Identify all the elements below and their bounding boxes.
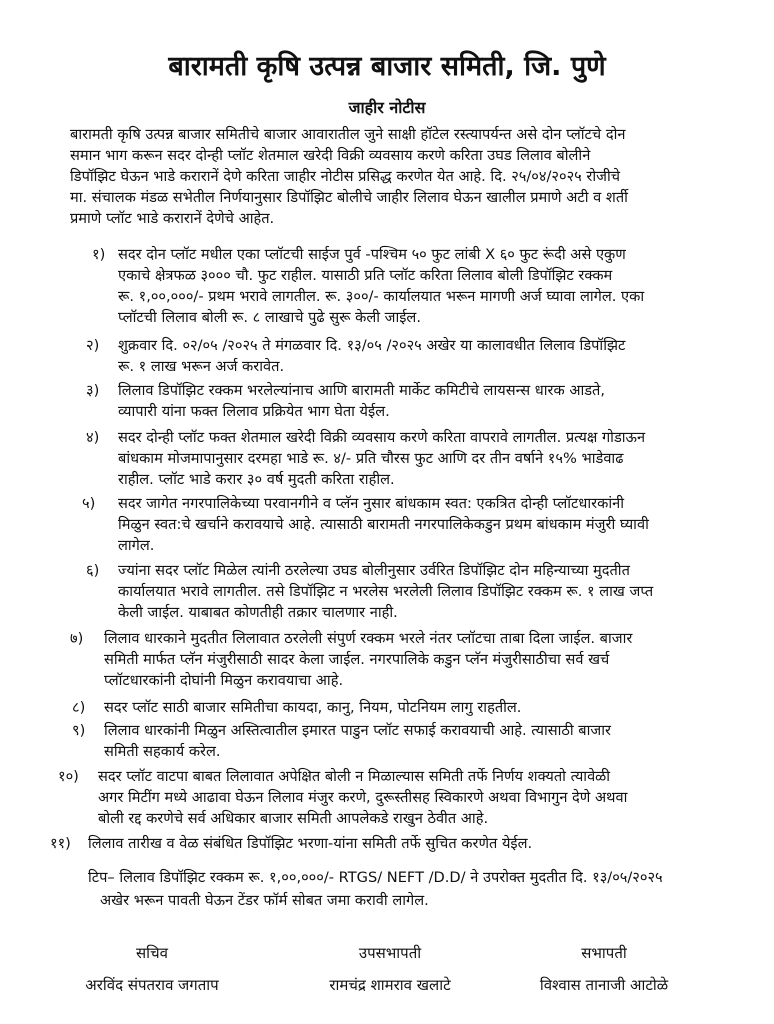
condition-item bbox=[58, 244, 748, 328]
condition-line: सदर जागेत नगरपालिकेच्या परवानगीने व प्लॅन नुसार बांधकाम स्वत: एकत्रित दोन्ही प्लॉटधारकांनी bbox=[118, 495, 625, 512]
condition-line: लागेल. bbox=[118, 537, 155, 554]
condition-item bbox=[58, 493, 748, 556]
condition-item bbox=[58, 697, 748, 718]
condition-line: केली जाईल. याबाबत कोणतीही तक्रार चालणार नाही. bbox=[118, 604, 398, 621]
condition-line: बांधकाम मोजमापानुसार दरमहा भाडे रू. ४/- प्रति चौरस फुट आणि दर तीन वर्षाने १५% भाडेवाढ bbox=[118, 450, 624, 467]
condition-line: व्यापारी यांना फक्त लिलाव प्रक्रियेत भाग घेता येईल. bbox=[118, 403, 390, 420]
condition-item bbox=[58, 380, 748, 422]
condition-item bbox=[58, 335, 748, 377]
signatory-vice-chairman bbox=[290, 937, 490, 1001]
condition-text bbox=[98, 766, 748, 829]
condition-line: कार्यालयात भरावे लागतील. तसे डिपॉझिट न भरलेस भरलेली लिलाव डिपॉझिट रक्कम रू. १ लाख जप्त bbox=[118, 583, 654, 600]
condition-line: समिती मार्फत प्लॅन मंजुरीसाठी सादर केला जाईल. नगरपालिके कडुन प्लॅन मंजुरीसाठीचा सर्व खर्च bbox=[104, 651, 610, 668]
condition-line: रू. १,००,०००/- प्रथम भरावे लागतील. रू. ३००/- कार्यालयात भरून मागणी अर्ज घ्यावा लागेल. एका bbox=[118, 288, 645, 305]
condition-line: लिलाव धारकाने मुदतीत लिलावात ठरलेली संपुर्ण रक्कम भरले नंतर प्लॉटचा ताबा दिला जाईल. बाजार bbox=[104, 630, 633, 647]
condition-text bbox=[118, 493, 748, 556]
condition-line: लिलाव तारीख व वेळ संबंधित डिपॉझिट भरणा-यांना समिती तर्फे सुचित करणेत येईल. bbox=[88, 835, 533, 852]
condition-number: २) bbox=[86, 337, 100, 354]
signatory-designation: उपसभापती bbox=[358, 944, 422, 962]
condition-item bbox=[58, 427, 748, 490]
condition-number: ११) bbox=[50, 835, 71, 852]
condition-number: १) bbox=[92, 246, 106, 263]
signatory-chairman bbox=[504, 937, 704, 1001]
document-title: बारामती कृषि उत्पन्न बाजार समिती, जि. पुणे bbox=[168, 51, 606, 82]
condition-line: एकाचे क्षेत्रफळ ३००० चौ. फुट राहील. यासाठी प्रति प्लॉट करिता लिलाव बोली डिपॉझिट रक्कम bbox=[118, 267, 613, 284]
condition-line: प्लॉटची लिलाव बोली रू. ८ लाखाचे पुढे सुरू केली जाईल. bbox=[118, 309, 421, 326]
intro-line: समान भाग करून सदर दोन्ही प्लॉट शेतमाल खरेदी विक्री व्यवसाय करणे करिता उघड लिलाव बोलीने bbox=[70, 147, 591, 164]
condition-line: मिळुन स्वत:चे खर्चाने करावयाचे आहे. त्यासाठी बारामती नगरपालिकेकडुन प्रथम बांधकाम मंजुरी घ्यावी bbox=[118, 516, 649, 533]
condition-text bbox=[118, 427, 748, 490]
intro-line: डिपॉझिट घेऊन भाडे करारानें देणे करिता जाहीर नोटीस प्रसिद्ध करणेत येत आहे. दि. २५/०४/२०२५ रोजीचे bbox=[70, 168, 621, 185]
signatory-name: विश्वास तानाजी आटोळे bbox=[539, 976, 669, 994]
intro-paragraph bbox=[70, 124, 748, 229]
condition-text bbox=[118, 335, 748, 377]
condition-line: ज्यांना सदर प्लॉट मिळेल त्यांनी ठरलेल्या उघड बोलीनुसार उर्वरित डिपॉझिट दोन महिन्याच्या मुदतीत bbox=[118, 562, 630, 579]
condition-text bbox=[118, 560, 748, 623]
condition-line: लिलाव धारकांनी मिळुन अस्तित्वातील इमारत पाडुन प्लॉट सफाई करावयाची आहे. त्यासाठी बाजार bbox=[104, 722, 611, 739]
document-subtitle: जाहीर नोटीस bbox=[348, 98, 426, 117]
condition-line: सदर दोन्ही प्लॉट फक्त शेतमाल खरेदी विक्री व्यवसाय करणे करिता वापरावे लागतील. प्रत्यक्ष गोडाऊन bbox=[118, 429, 646, 446]
intro-line: मा. संचालक मंडळ सभेतील निर्णयानुसार डिपॉझिट बोलीचे जाहीर लिलाव घेऊन खालील प्रमाणे अटी व शर्ती bbox=[70, 189, 628, 206]
signatory-name: रामचंद्र शामराव खलाटे bbox=[329, 976, 451, 994]
intro-line: प्रमाणे प्लॉट भाडे करारानें देणेचे आहेत. bbox=[70, 210, 275, 227]
condition-line: समिती सहकार्य करेल. bbox=[104, 743, 221, 760]
condition-line: प्लॉटधारकांनी दोघांनी मिळुन करावयाचा आहे. bbox=[104, 672, 344, 689]
condition-number: ८) bbox=[72, 699, 86, 716]
condition-line: रू. १ लाख भरून अर्ज करावेत. bbox=[118, 358, 285, 375]
note-line: टिप– लिलाव डिपॉझिट रक्कम रू. १,००,०००/- RTGS/ NEFT /D.D/ ने उपरोक्त मुदतीत दि. १३/०५/२०२५ bbox=[88, 869, 663, 886]
condition-line: सदर दोन प्लॉट मधील एका प्लॉटची साईज पुर्व -पश्चिम ५० फुट लांबी X ६० फुट रूंदी असे एकुण bbox=[118, 246, 626, 263]
condition-text bbox=[104, 628, 748, 691]
condition-text bbox=[118, 380, 748, 422]
condition-number: ७) bbox=[70, 630, 84, 647]
condition-line: सदर प्लॉट साठी बाजार समितीचा कायदा, कानु, नियम, पोटनियम लागु राहतील. bbox=[104, 699, 522, 716]
condition-item bbox=[58, 766, 748, 829]
condition-line: सदर प्लॉट वाटपा बाबत लिलावात अपेक्षित बोली न मिळाल्यास समिती तर्फे निर्णय शक्यतो त्यावेळी bbox=[98, 768, 611, 785]
condition-item bbox=[50, 833, 740, 854]
condition-number: ३) bbox=[86, 382, 100, 399]
condition-line: शुक्रवार दि. ०२/०५ /२०२५ ते मंगळवार दि. १३/०५ /२०२५ अखेर या कालावधीत लिलाव डिपॉझिट bbox=[118, 337, 626, 354]
payment-note bbox=[88, 866, 748, 912]
intro-line: बारामती कृषि उत्पन्न बाजार समितीचे बाजार आवारातील जुने साक्षी हॉटेल रस्त्यापर्यन्त असे दोन प्लॉटचे दोन bbox=[70, 126, 626, 143]
condition-text bbox=[104, 720, 748, 762]
condition-line: राहील. प्लॉट भाडे करार ३० वर्ष मुदती करिता राहील. bbox=[118, 471, 395, 488]
condition-text bbox=[104, 697, 748, 718]
condition-number: ९) bbox=[72, 722, 86, 739]
signatory-designation: सभापती bbox=[581, 944, 627, 962]
condition-number: १०) bbox=[58, 768, 79, 785]
condition-item bbox=[58, 720, 748, 762]
signatory-designation: सचिव bbox=[136, 944, 168, 962]
condition-line: बोली रद्द करणेचे सर्व अधिकार बाजार समिती आपलेकडे राखुन ठेवीत आहे. bbox=[98, 810, 489, 827]
signatory-secretary bbox=[52, 937, 252, 1001]
condition-text bbox=[118, 244, 748, 328]
note-line: अखेर भरून पावती घेऊन टेंडर फॉर्म सोबत जमा करावी लागेल. bbox=[100, 892, 429, 909]
condition-line: लिलाव डिपॉझिट रक्कम भरलेल्यांनाच आणि बारामती मार्केट कमिटीचे लायसन्स धारक आडते, bbox=[118, 382, 606, 399]
condition-number: ६) bbox=[86, 562, 100, 579]
condition-number: ४) bbox=[86, 429, 100, 446]
condition-number: ५) bbox=[82, 495, 96, 512]
condition-item bbox=[58, 628, 748, 691]
condition-text bbox=[88, 833, 740, 854]
signatory-name: अरविंद संपतराव जगताप bbox=[85, 976, 219, 994]
condition-line: अगर मिटींग मध्ये आढावा घेऊन लिलाव मंजुर करणे, दुरूस्तीसह स्विकारणे अथवा विभागुन देणे अथवा bbox=[98, 789, 628, 806]
condition-item bbox=[58, 560, 748, 623]
